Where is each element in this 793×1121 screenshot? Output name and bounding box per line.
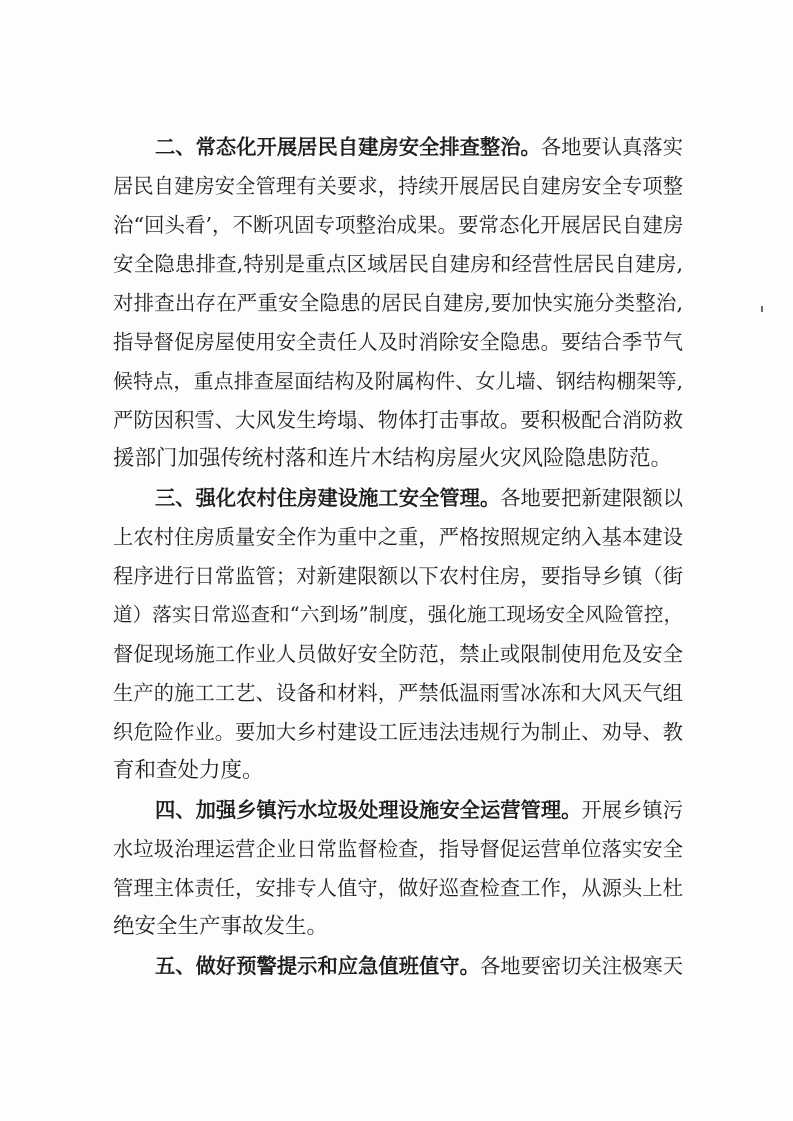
section-4-line-2: 水垃圾治理运营企业日常监督检查，指导督促运营单位落实安全 <box>113 837 683 861</box>
section-2-line-1: 各地要认真落实 <box>540 135 683 159</box>
section-3-first-line <box>155 479 683 517</box>
section-3-line-6: 生产的施工工艺、设备和材料，严禁低温雨雪冰冻和大风天气组 <box>113 681 683 705</box>
section-2-line-6: 指导督促房屋使用安全责任人及时消除安全隐患。要结合季节气 <box>113 330 683 354</box>
section-3-line-3: 程序进行日常监管；对新建限额以下农村住房，要指导乡镇（街 <box>113 564 683 588</box>
section-2-line-8: 严防因积雪、大风发生垮塌、物体打击事故。要积极配合消防救 <box>113 408 683 432</box>
section-2-line-2: 居民自建房安全管理有关要求，持续开展居民自建房安全专项整 <box>113 174 683 198</box>
section-4-line-1: 开展乡镇污 <box>581 798 683 822</box>
section-3-line-1: 各地要把新建限额以 <box>500 486 683 510</box>
section-2-line-7: 候特点，重点排查屋面结构及附属构件、女儿墙、钢结构棚架等, <box>113 369 683 393</box>
section-5-first-line <box>155 947 683 985</box>
scan-speck <box>761 306 763 312</box>
section-2-line-4: 安全隐患排查,特别是重点区域居民自建房和经营性居民自建房, <box>113 252 683 276</box>
section-3-line-8: 育和查处力度。 <box>113 758 264 783</box>
section-3-line-5: 督促现场施工作业人员做好安全防范，禁止或限制使用危及安全 <box>113 642 683 666</box>
section-5-line-1: 各地要密切关注极寒天 <box>479 954 683 978</box>
section-3-line-7: 织危险作业。要加大乡村建设工匠违法违规行为制止、劝导、教 <box>113 720 683 744</box>
section-3-line-4: 道）落实日常巡查和“六到场”制度，强化施工现场安全风险管控， <box>113 603 683 626</box>
section-4-line-4: 绝安全生产事故发生。 <box>113 914 329 939</box>
section-2-line-3: 治“回头看’，不断巩固专项整治成果。要常态化开展居民自建房 <box>113 213 683 237</box>
section-4-line-3: 管理主体责任，安排专人值守，做好巡查检查工作，从源头上杜 <box>113 876 683 900</box>
section-3-heading: 三、强化农村住房建设施工安全管理。 <box>155 486 501 510</box>
section-4-first-line <box>155 791 683 829</box>
section-2-line-5: 对排查出存在严重安全隐患的居民自建房,要加快实施分类整治, <box>113 291 683 315</box>
section-3-line-2: 上农村住房质量安全作为重中之重，严格按照规定纳入基本建设 <box>113 525 683 549</box>
section-4-heading: 四、加强乡镇污水垃圾处理设施安全运营管理。 <box>155 798 582 822</box>
section-2-heading: 二、常态化开展居民自建房安全排查整治。 <box>155 135 541 159</box>
section-2-first-line <box>155 128 683 166</box>
section-2-line-9: 援部门加强传统村落和连片木结构房屋火灾风险隐患防范。 <box>113 446 673 471</box>
section-5-heading: 五、做好预警提示和应急值班值守。 <box>155 954 480 978</box>
